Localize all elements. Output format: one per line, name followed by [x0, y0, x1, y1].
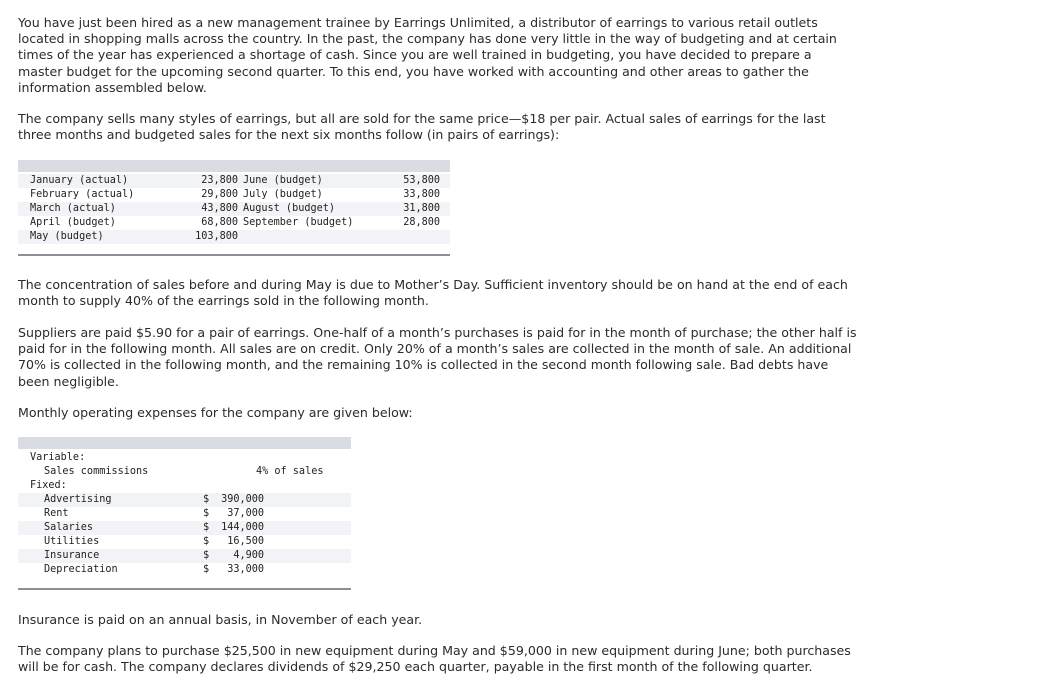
expense-label: Depreciation: [44, 564, 118, 575]
insurance-paragraph: Insurance is paid on an annual basis, in November of each year.: [18, 612, 423, 627]
expense-amount: 37,000: [227, 508, 264, 519]
table-row: [18, 451, 351, 465]
sales-value: 28,800: [403, 217, 440, 228]
expense-amount: 390,000: [221, 494, 264, 505]
table-row: [18, 202, 450, 216]
sales-value: 33,800: [403, 189, 440, 200]
sales-value: 68,800: [201, 217, 238, 228]
month-label: August (budget): [243, 203, 336, 214]
sales-value: 53,800: [403, 175, 440, 186]
sales-value: 29,800: [201, 189, 238, 200]
table-row: [18, 216, 450, 230]
currency-symbol: $: [203, 508, 210, 519]
table-row: [18, 549, 351, 563]
table-row: [18, 465, 351, 479]
currency-symbol: $: [203, 536, 210, 547]
expense-label: Advertising: [44, 494, 112, 505]
table-footer-rule: [18, 588, 351, 590]
sales-value: 23,800: [201, 175, 238, 186]
month-label: January (actual): [30, 175, 129, 186]
month-label: September (budget): [243, 217, 354, 228]
table-row: [18, 535, 351, 549]
table-header-bar: [18, 160, 450, 172]
price-paragraph: The company sells many styles of earrings, but all are sold for the same price—$18 per pair. Actual sales of earrings for the last three months and budgeted sales for the next six months follow (in pairs of earrings):: [18, 111, 826, 143]
expense-label: Sales commissions: [44, 466, 149, 477]
variable-header: Variable:: [30, 452, 86, 463]
expense-label: Utilities: [44, 536, 100, 547]
sales-value: 103,800: [195, 231, 238, 242]
month-label: May (budget): [30, 231, 104, 242]
expense-amount: 144,000: [221, 522, 264, 533]
expense-label: Insurance: [44, 550, 100, 561]
month-label: June (budget): [243, 175, 323, 186]
inventory-paragraph: The concentration of sales before and during May is due to Mother’s Day. Sufficient inventory should be on hand at the end of each month to supply 40% of the earrings sold in the following month.: [18, 277, 848, 309]
table-row: [18, 521, 351, 535]
table-footer-rule: [18, 254, 450, 256]
equipment-paragraph: The company plans to purchase $25,500 in new equipment during May and $59,000 in new equipment during June; both purchases will be for cash. The company declares dividends of $29,250 each quarter, payable in the first month of the following quarter.: [18, 643, 851, 675]
table-row: [18, 563, 351, 577]
sales-value: 43,800: [201, 203, 238, 214]
table-row: [18, 507, 351, 521]
intro-paragraph: You have just been hired as a new management trainee by Earrings Unlimited, a distributor of earrings to various retail outlets located in shopping malls across the country. In the past, the company has done very little in the way of budgeting and at certain times of the year has experienced a shortage of cash. Since you are well trained in budgeting, you have decided to prepare a master budget for the upcoming second quarter. To this end, you have worked with accounting and other areas to gather the information assembled below.: [18, 15, 837, 95]
fixed-header: Fixed:: [30, 480, 67, 491]
expense-label: Rent: [44, 508, 69, 519]
expense-amount: 33,000: [227, 564, 264, 575]
expense-label: Salaries: [44, 522, 94, 533]
currency-symbol: $: [203, 522, 210, 533]
table-row: [18, 188, 450, 202]
expense-amount: 16,500: [227, 536, 264, 547]
currency-symbol: $: [203, 494, 210, 505]
month-label: March (actual): [30, 203, 116, 214]
payments-paragraph: Suppliers are paid $5.90 for a pair of earrings. One-half of a month’s purchases is paid for in the month of purchase; the other half is paid for in the following month. All sales are on credit. Only 20% of a month’s sales are collected in the month of sale. An additional 70% is collected in the following month, and the remaining 10% is collected in the second month following sale. Bad debts have been negligible.: [18, 325, 857, 389]
month-label: July (budget): [243, 189, 323, 200]
currency-symbol: $: [203, 550, 210, 561]
sales-value: 31,800: [403, 203, 440, 214]
month-label: April (budget): [30, 217, 116, 228]
operating-expenses-table: [18, 437, 351, 590]
expense-amount: 4,900: [233, 550, 264, 561]
sales-table: [18, 160, 450, 256]
expense-rate: 4% of sales: [256, 466, 324, 477]
month-label: February (actual): [30, 189, 135, 200]
table-row: [18, 479, 351, 493]
currency-symbol: $: [203, 564, 210, 575]
table-header-bar: [18, 437, 351, 449]
table-row: [18, 174, 450, 188]
expenses-intro-paragraph: Monthly operating expenses for the company are given below:: [18, 405, 413, 420]
table-row: [18, 230, 450, 244]
table-row: [18, 493, 351, 507]
